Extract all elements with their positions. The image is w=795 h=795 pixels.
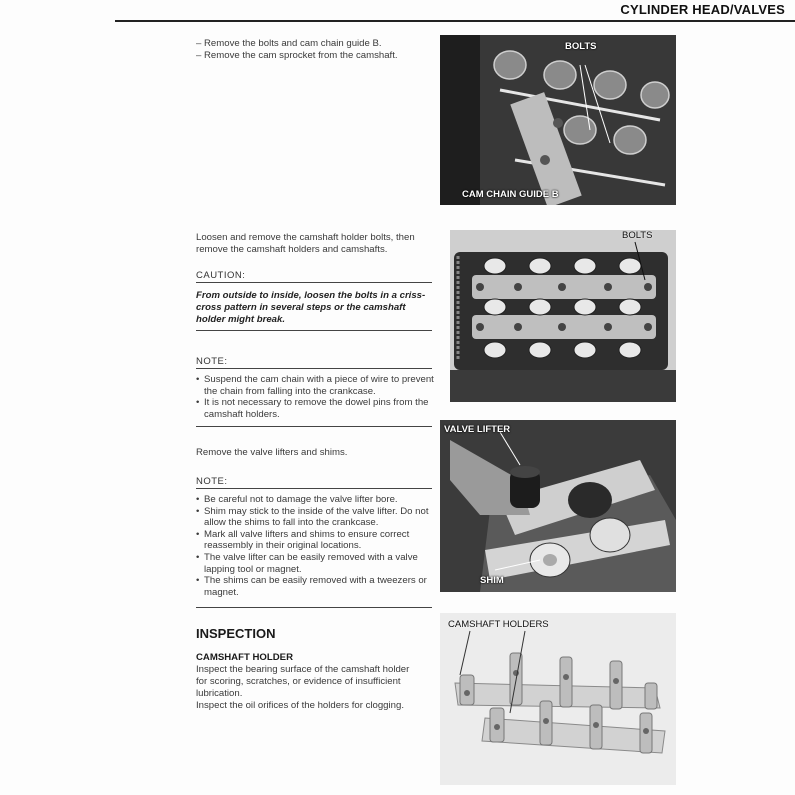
step3-text: Remove the valve lifters and shims. (196, 447, 348, 458)
figure-camshaft-holders (440, 613, 676, 785)
caution-text (196, 290, 425, 326)
engine-photo-1 (440, 35, 676, 205)
note-item: • The shims can be easily removed with a tweezers or magnet. (196, 575, 434, 598)
callout-bolts-2: BOLTS (622, 230, 653, 241)
note-list (196, 374, 434, 420)
page-header-title: CYLINDER HEAD/VALVES (620, 2, 785, 17)
caution-line: holder might break. (196, 314, 286, 325)
figure-cam-chain-guide (440, 35, 676, 205)
step2-line: remove the camshaft holders and camshafts. (196, 244, 388, 255)
note-item: • Be careful not to damage the valve lifter bore. (196, 494, 434, 506)
callout-shim: SHIM (480, 575, 504, 586)
caution-line: From outside to inside, loosen the bolts in a criss- (196, 290, 426, 301)
engine-photo-2 (450, 230, 676, 402)
step2-line: Loosen and remove the camshaft holder bolts, then (196, 232, 415, 243)
caution-rule-bottom (196, 330, 432, 331)
subsection-title-camshaft-holder: CAMSHAFT HOLDER (196, 652, 293, 663)
note-label: NOTE: (196, 356, 228, 367)
figure-camshaft-holders-bolts (450, 230, 676, 402)
callout-bolts: BOLTS (565, 41, 597, 52)
step1-line: – Remove the bolts and cam chain guide B. (196, 38, 382, 49)
note-rule-top (196, 368, 432, 369)
camshaft-holders-photo (440, 613, 676, 785)
callout-camshaft-holders: CAMSHAFT HOLDERS (448, 619, 549, 630)
note-item: • Mark all valve lifters and shims to ensure correct reassembly in their original locations. (196, 529, 434, 552)
note2-rule-top (196, 488, 432, 489)
step1-text (196, 38, 398, 62)
inspection-line: for scoring, scratches, or evidence of insufficient (196, 676, 401, 687)
note-item: • The valve lifter can be easily removed with a valve lapping tool or magnet. (196, 552, 434, 575)
inspection-line: Inspect the oil orifices of the holders for clogging. (196, 700, 404, 711)
callout-cam-chain-guide: CAM CHAIN GUIDE B (462, 189, 559, 200)
header-rule (115, 20, 795, 22)
engine-photo-3 (440, 420, 676, 592)
caution-label: CAUTION: (196, 270, 246, 281)
inspection-line: Inspect the bearing surface of the camshaft holder (196, 664, 410, 675)
note-item: • Suspend the cam chain with a piece of wire to prevent the chain from falling into the crankcase. (196, 374, 434, 397)
note-rule-bottom (196, 426, 432, 427)
note-item: • It is not necessary to remove the dowel pins from the camshaft holders. (196, 397, 434, 420)
inspection-line: lubrication. (196, 688, 243, 699)
step2-text (196, 232, 415, 256)
note-label-2: NOTE: (196, 476, 228, 487)
callout-valve-lifter: VALVE LIFTER (444, 424, 511, 435)
figure-valve-lifter-shim (440, 420, 676, 592)
note-list-2 (196, 494, 434, 598)
inspection-text (196, 664, 409, 712)
note-item: • Shim may stick to the inside of the valve lifter. Do not allow the shims to fall into the crankcase. (196, 506, 434, 529)
caution-line: cross pattern in several steps or the camshaft (196, 302, 406, 313)
section-title-inspection: INSPECTION (196, 626, 276, 641)
step1-line: – Remove the cam sprocket from the camshaft. (196, 50, 398, 61)
note2-rule-bottom (196, 607, 432, 608)
caution-rule-top (196, 282, 432, 283)
